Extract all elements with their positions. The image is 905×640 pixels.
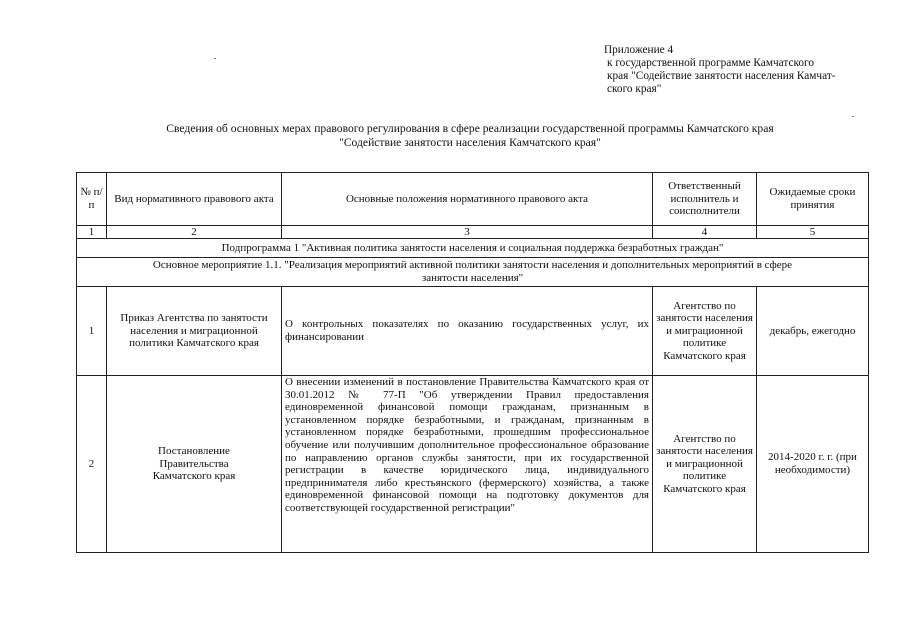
row-deadline: 2014-2020 г. г. (при необходимости) <box>757 376 869 553</box>
column-number: 2 <box>107 226 282 239</box>
header-cell-deadline: Ожидаемые сроки принятия <box>757 173 869 226</box>
row-act-kind: Постановление Правительства Камчатского края <box>107 376 282 553</box>
main-event-row <box>77 258 869 287</box>
column-number-row <box>77 226 869 239</box>
header-cell-provisions: Основные положения нормативного правового акта <box>282 173 653 226</box>
row-provisions: О внесении изменений в постановление Правительства Камчатского края от 30.01.2012 № 77-П "Об утверждении Правил предоставления единовременной финансовой помощи гражданам, признанным в установленном порядке безработными, и гражданам, признанным в установленном порядке безработными, прошедшим профессиональное обучение или получившим дополнительное профессиональное образование по направлению органов службы занятости, при их государственной регистрации в качестве юридического лица, индивидуального предпринимателя либо крестьянского (фермерского) хозяйства, а также единовременной финансовой помощи на подготовку документов для соответствующей государственной регистрации" <box>282 376 653 553</box>
document-title-line: "Содействие занятости населения Камчатского края" <box>339 136 601 149</box>
document-title <box>80 122 860 150</box>
column-number: 1 <box>77 226 107 239</box>
scan-speck <box>214 58 216 59</box>
table-header-row <box>77 173 869 226</box>
row-number: 2 <box>77 376 107 553</box>
annex-line: ского края" <box>607 83 662 95</box>
scan-speck <box>852 116 854 117</box>
row-deadline: декабрь, ежегодно <box>757 287 869 376</box>
annex-line: края "Содействие занятости населения Камчат- <box>607 70 836 82</box>
subprogram-row <box>77 239 869 258</box>
column-number: 5 <box>757 226 869 239</box>
row-executor: Агентство по занятости населения и миграционной политике Камчатского края <box>653 287 757 376</box>
annex-line: к государственной программе Камчатского <box>607 57 815 69</box>
annex-title: Приложение 4 <box>604 44 674 56</box>
header-cell-kind: Вид нормативного правового акта <box>107 173 282 226</box>
table-row <box>77 376 869 553</box>
header-cell-num: № п/п <box>77 173 107 226</box>
row-act-kind: Приказ Агентства по занятости населения и миграционной политики Камчатского края <box>107 287 282 376</box>
table-row <box>77 287 869 376</box>
row-number: 1 <box>77 287 107 376</box>
document-title-line: Сведения об основных мерах правового регулирования в сфере реализации государственной программы Камчатского края <box>166 122 774 135</box>
annex-note <box>604 44 874 96</box>
row-executor: Агентство по занятости населения и миграционной политике Камчатского края <box>653 376 757 553</box>
main-event-title: Основное мероприятие 1.1. "Реализация мероприятий активной политики занятости населения и дополнительных мероприятий в сфере занятости населения" <box>77 258 869 287</box>
legal-measures-table <box>76 172 869 553</box>
column-number: 4 <box>653 226 757 239</box>
header-cell-executor: Ответственный исполнитель и соисполнители <box>653 173 757 226</box>
column-number: 3 <box>282 226 653 239</box>
subprogram-title: Подпрограмма 1 "Активная политика занятости населения и социальная поддержка безработных граждан" <box>77 239 869 258</box>
row-provisions: О контрольных показателях по оказанию государственных услуг, их финансировании <box>282 287 653 376</box>
